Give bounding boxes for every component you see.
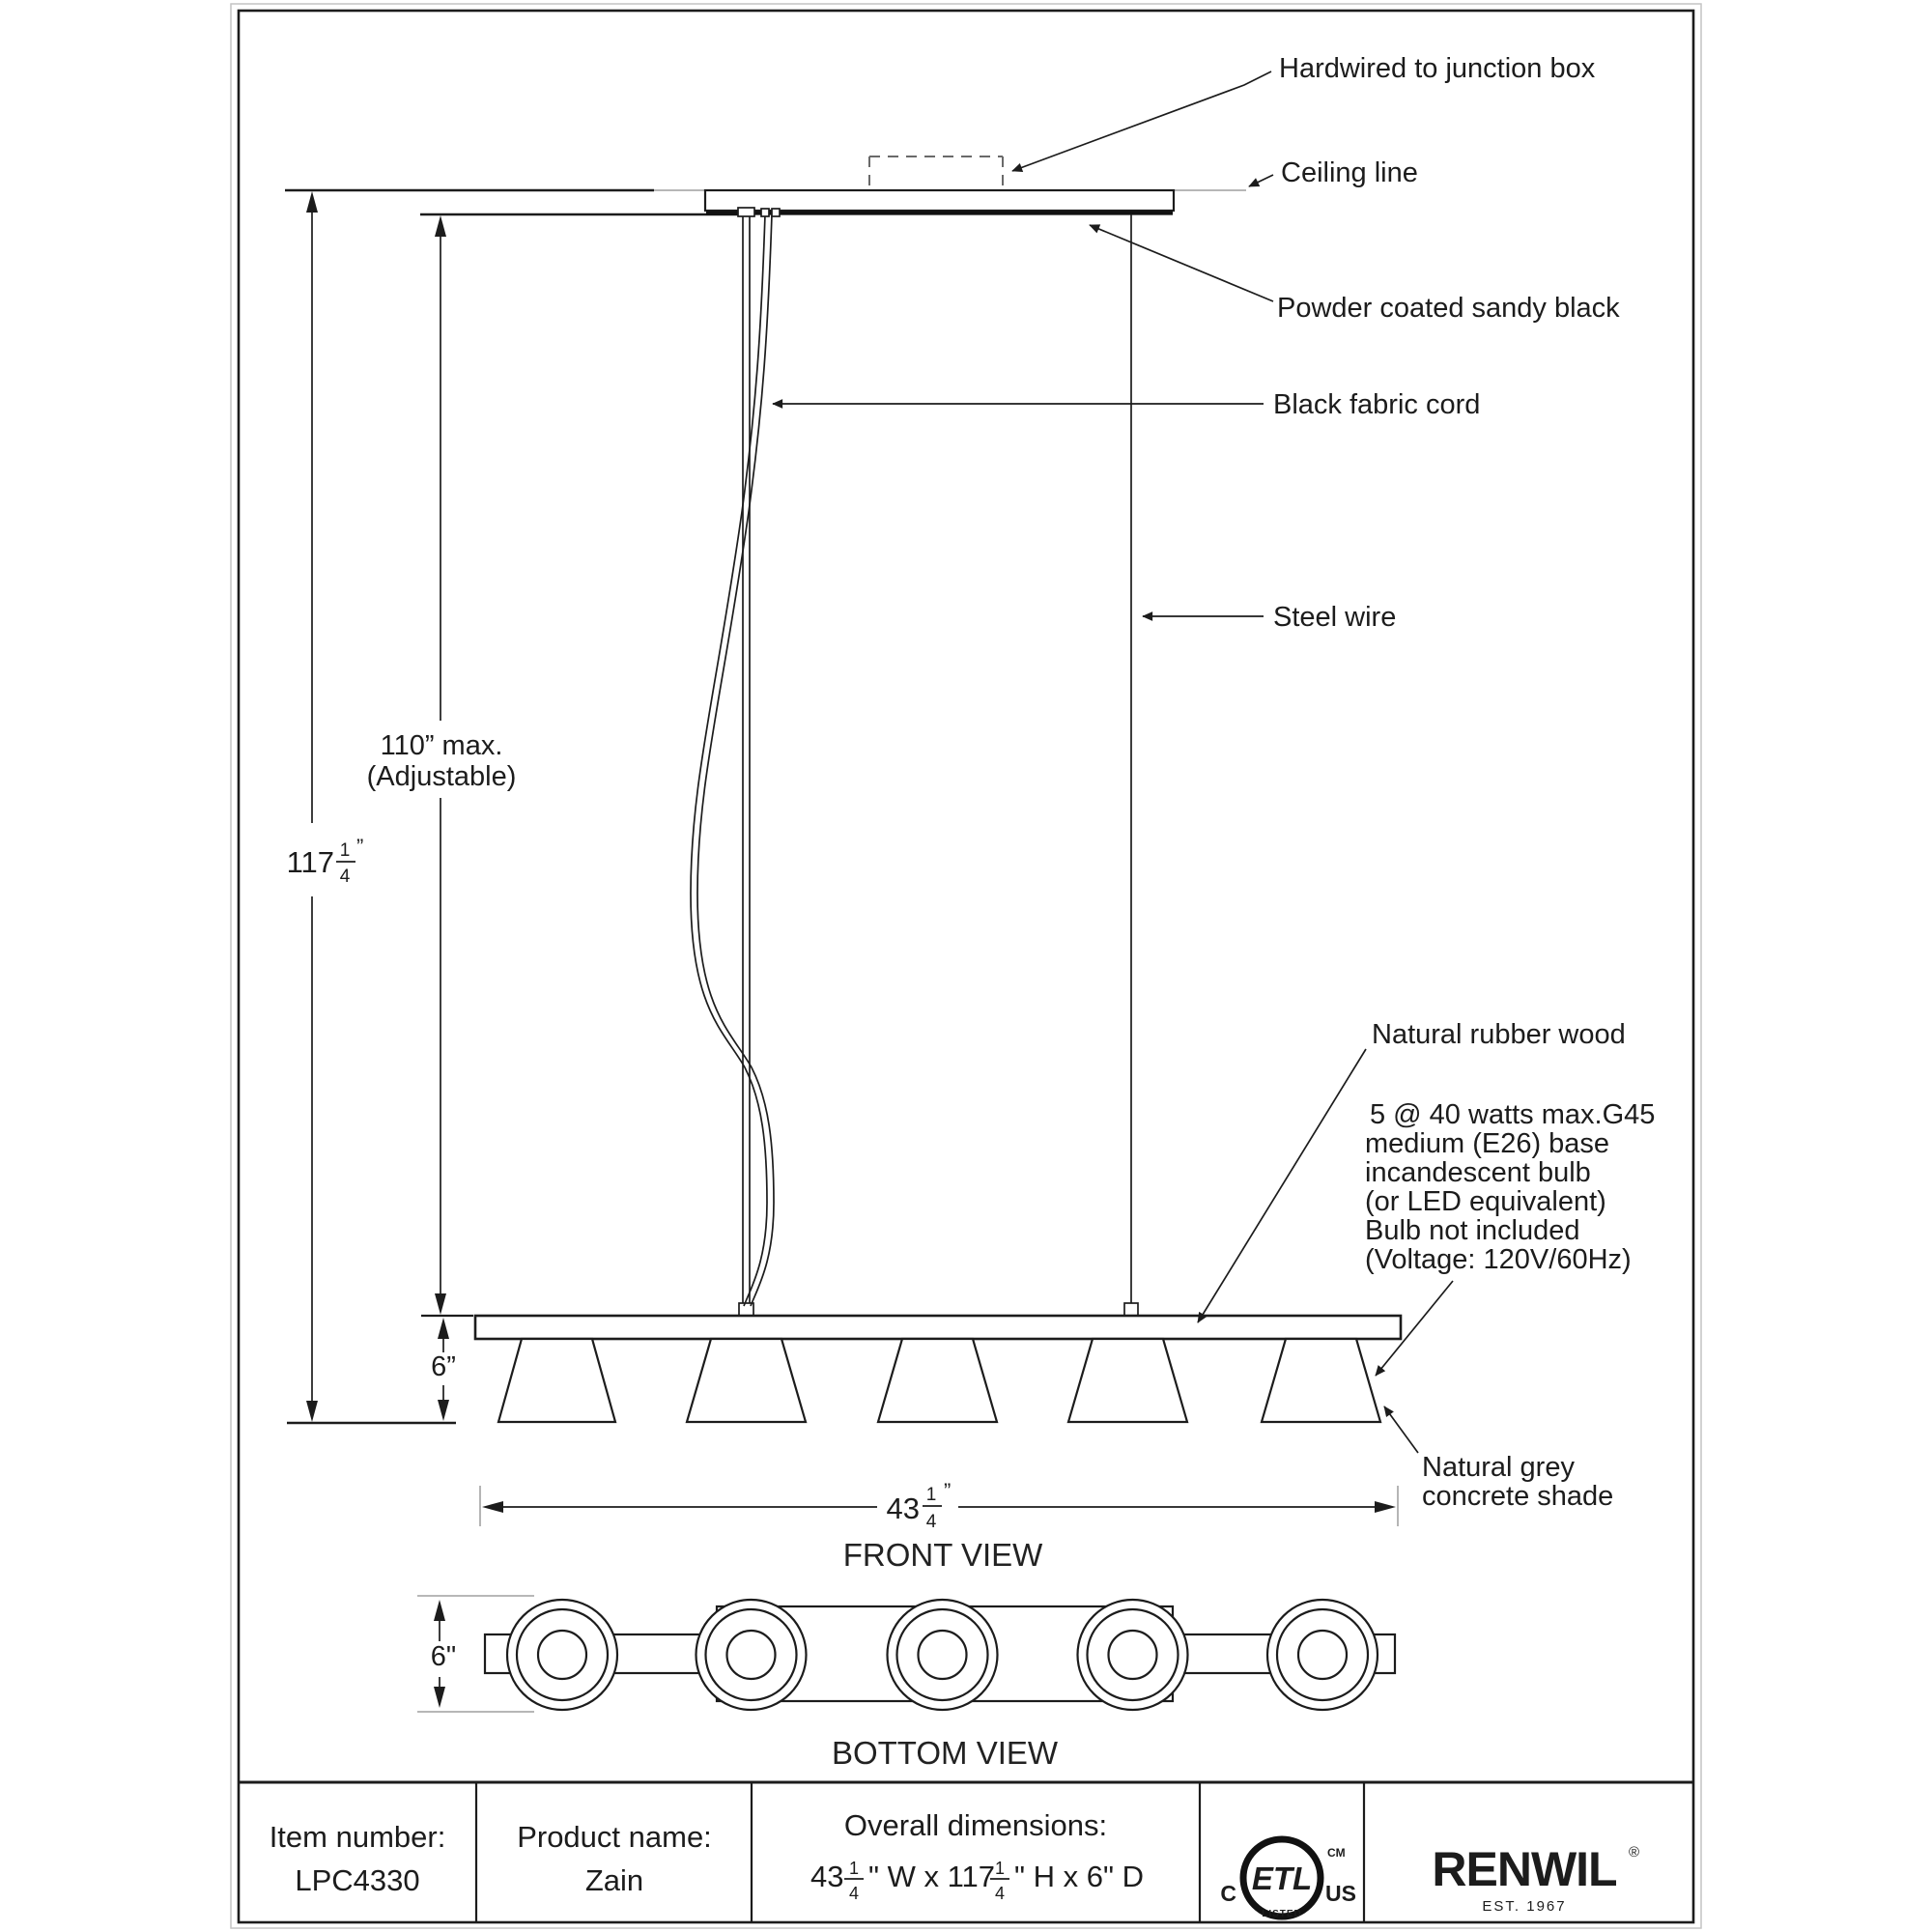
ceiling-line-label: Ceiling line [1281,157,1418,188]
concrete-shade-line-1: Natural grey [1422,1452,1575,1483]
brand-est: EST. 1967 [1482,1898,1567,1915]
bulb-note-line-3: incandescent bulb [1365,1157,1591,1188]
bulb-note-line-2: medium (E26) base [1365,1128,1610,1159]
wood-bar [475,1316,1401,1339]
rubber-wood-label: Natural rubber wood [1372,1019,1626,1050]
dims-h-rest: " H x 6" D [1014,1860,1144,1893]
dims-w-whole: 43 [810,1860,844,1893]
dims-h-num: 1 [994,1859,1006,1878]
canopy [705,190,1174,211]
bottom-shade-3 [888,1600,998,1710]
width-unit: ” [944,1479,952,1503]
bottom-shade-5 [1267,1600,1378,1710]
steel-wire-label: Steel wire [1273,602,1397,633]
cord-knob-right [772,209,780,216]
brand-reg-mark: ® [1629,1844,1640,1861]
brand-name: RENWIL [1432,1842,1617,1896]
depth-front-label: 6” [431,1351,456,1382]
bottom-shade-2 [696,1600,807,1710]
etl-c: C [1220,1881,1236,1906]
fabric-cord-label: Black fabric cord [1273,389,1481,420]
width-whole: 43 [886,1492,920,1525]
etl-letters: ETL [1251,1861,1313,1896]
total-height-whole: 117 [286,845,334,879]
bulb-note-line-6: (Voltage: 120V/60Hz) [1365,1244,1632,1275]
dims-w-rest: " W x 117 [868,1860,996,1893]
dims-h-den: 4 [994,1884,1006,1903]
cord-knob-left [761,209,769,216]
etl-cm: CM [1327,1846,1346,1860]
total-height-num: 1 [339,840,351,861]
adjustable-line1: 110” max. [380,730,503,761]
bulb-note-line-1: 5 @ 40 watts max.G45 [1370,1099,1656,1130]
bottom-view-title: BOTTOM VIEW [831,1735,1059,1771]
width-num: 1 [925,1485,937,1505]
bulb-note-line-4: (or LED equivalent) [1365,1186,1606,1217]
item-number-value: LPC4330 [295,1863,420,1897]
front-view-title: FRONT VIEW [842,1537,1043,1573]
depth-bottom-label: 6" [430,1641,457,1672]
bottom-shade-4 [1078,1600,1188,1710]
bottom-shade-1 [507,1600,617,1710]
etl-us: US [1325,1881,1356,1906]
product-name-label: Product name: [517,1820,712,1854]
powder-coated-label: Powder coated sandy black [1277,293,1620,324]
overall-dims-label: Overall dimensions: [843,1808,1108,1842]
stem-top-knob [738,208,754,216]
adjustable-line2: (Adjustable) [366,761,517,792]
item-number-label: Item number: [269,1820,446,1854]
product-name-value: Zain [584,1863,644,1897]
dims-w-num: 1 [848,1859,860,1878]
dims-w-den: 4 [848,1884,860,1903]
width-den: 4 [925,1512,937,1532]
concrete-shade-line-2: concrete shade [1422,1481,1614,1512]
hardwired-label: Hardwired to junction box [1279,53,1596,84]
wire-bottom-knob [1124,1303,1138,1316]
stem-rod [743,214,750,1306]
etl-listed: LISTED [1262,1909,1302,1919]
total-height-unit: ” [356,835,364,859]
total-height-den: 4 [339,867,351,887]
bulb-note-line-5: Bulb not included [1365,1215,1580,1246]
